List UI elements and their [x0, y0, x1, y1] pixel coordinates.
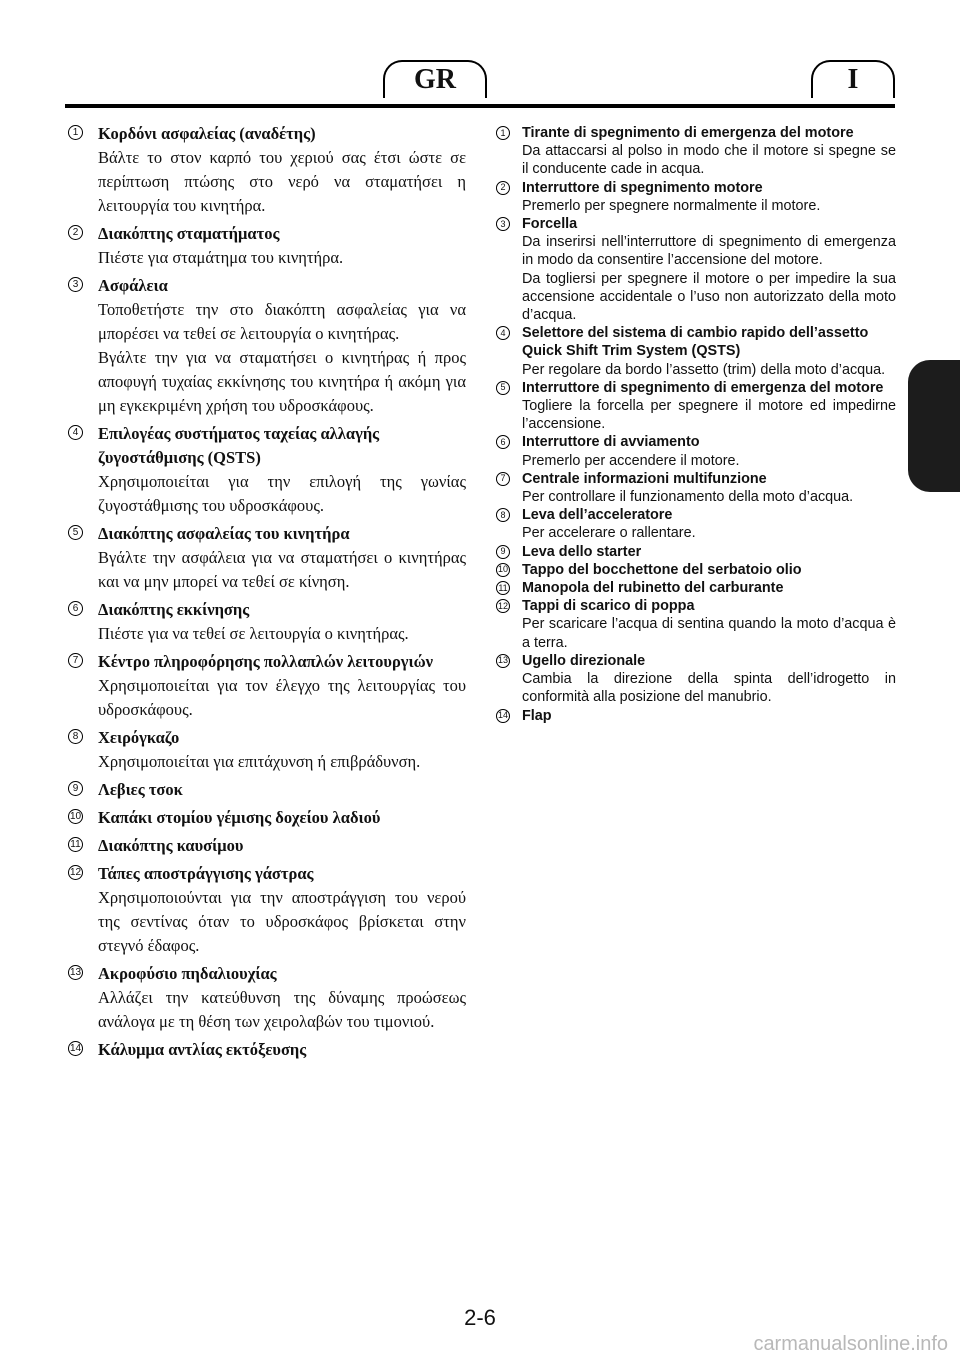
- list-item: [496, 506, 896, 542]
- item-number-badge: 1: [68, 125, 83, 140]
- list-item: [68, 122, 466, 218]
- list-item: [496, 707, 896, 725]
- description-paragraph: Πιέστε για σταμάτημα του κινητήρα.: [98, 248, 344, 267]
- item-number-badge: 11: [496, 581, 510, 595]
- list-item: [68, 422, 466, 518]
- item-number-badge: 4: [68, 425, 83, 440]
- list-item: [68, 222, 466, 270]
- item-description: [98, 674, 466, 722]
- item-description: [522, 197, 896, 215]
- description-paragraph: Cambia la direzione della spinta dell’idrogetto in conformità alla posizione del manubrio.: [522, 671, 896, 706]
- item-title: Leva dell’acceleratore: [522, 507, 673, 524]
- language-tabs: [383, 60, 895, 98]
- description-paragraph: Da togliersi per spegnere il motore o per impedire la sua accensione accidentale o l’uso non autorizzato della moto d’acqua.: [522, 270, 896, 324]
- item-description: [522, 615, 896, 651]
- list-item: [496, 470, 896, 506]
- item-description: [522, 361, 896, 379]
- item-title: Διακόπτης ασφαλείας του κινητήρα: [98, 524, 350, 543]
- description-paragraph: Χρησιμοποιούνται για την αποστράγγιση του νερού της σεντίνας όταν το υδροσκάφος βρίσκεται στην στεγνό έδαφος.: [98, 888, 466, 955]
- watermark: carmanualsonline.info: [753, 1333, 948, 1355]
- list-item: [68, 806, 466, 830]
- item-title: Κορδόνι ασφαλείας (αναδέτης): [98, 124, 316, 143]
- item-title: Tappi di scarico di poppa: [522, 598, 695, 615]
- item-description: [98, 986, 466, 1034]
- description-paragraph: Χρησιμοποιείται για τον έλεγχο της λειτουργίας του υδροσκάφους.: [98, 676, 466, 719]
- item-number-badge: 10: [68, 809, 83, 824]
- item-number-badge: 12: [68, 865, 83, 880]
- item-description: [98, 886, 466, 958]
- item-title: Κέντρο πληροφόρησης πολλαπλών λειτουργιών: [98, 652, 434, 671]
- header-rule: [65, 104, 895, 108]
- list-item: [496, 179, 896, 215]
- item-number-badge: 2: [68, 225, 83, 240]
- item-number-badge: 11: [68, 837, 83, 852]
- item-description: [98, 750, 466, 774]
- list-item: [496, 324, 896, 379]
- description-paragraph: Per controllare il funzionamento della moto d’acqua.: [522, 489, 854, 506]
- item-title: Ασφάλεια: [98, 276, 168, 295]
- item-number-badge: 12: [496, 599, 510, 613]
- item-number-badge: 3: [68, 277, 83, 292]
- list-item: [496, 579, 896, 597]
- list-item: [496, 433, 896, 469]
- item-description: [98, 298, 466, 418]
- list-item: [496, 652, 896, 707]
- item-number-badge: 3: [496, 217, 510, 231]
- item-title: Διακόπτης εκκίνησης: [98, 600, 250, 619]
- item-title: Καπάκι στομίου γέμισης δοχείου λαδιού: [98, 808, 381, 827]
- item-title: Tirante di spegnimento di emergenza del motore: [522, 125, 854, 141]
- item-description: [98, 622, 466, 646]
- description-paragraph: Αλλάζει την κατεύθυνση της δύναμης προώσεως ανάλογα με τη θέση των χειρολαβών του τιμονιού.: [98, 988, 466, 1031]
- language-tab-gr: GR: [383, 60, 487, 98]
- item-number-badge: 6: [68, 601, 83, 616]
- item-title: Διακόπτης σταματήματος: [98, 224, 280, 243]
- list-item: [68, 274, 466, 418]
- item-number-badge: 2: [496, 181, 510, 195]
- item-title: Επιλογέας συστήματος ταχείας αλλαγής ζυγοστάθμισης (QSTS): [98, 424, 380, 467]
- item-number-badge: 14: [496, 709, 510, 723]
- item-title: Interruttore di spegnimento motore: [522, 179, 763, 196]
- item-title: Λεβιες τσοκ: [98, 780, 183, 799]
- item-number-badge: 5: [496, 381, 510, 395]
- list-item: [496, 215, 896, 324]
- description-paragraph: Τοποθετήστε την στο διακόπτη ασφαλείας για να μπορέσει να τεθεί σε λειτουργία ο κινητήρας.: [98, 300, 466, 343]
- item-number-badge: 7: [68, 653, 83, 668]
- list-item: [496, 379, 896, 434]
- item-number-badge: 5: [68, 525, 83, 540]
- greek-column: [68, 122, 466, 1066]
- item-title: Διακόπτης καυσίμου: [98, 836, 244, 855]
- description-paragraph: Per accelerare o rallentare.: [522, 525, 696, 542]
- item-description: [98, 470, 466, 518]
- item-description: [522, 142, 896, 178]
- list-item: [68, 962, 466, 1034]
- item-number-badge: 10: [496, 563, 510, 577]
- description-paragraph: Χρησιμοποιείται για την επιλογή της γωνίας ζυγοστάθμισης του υδροσκάφους.: [98, 472, 466, 515]
- item-title: Τάπες αποστράγγισης γάστρας: [98, 864, 314, 883]
- item-title: Interruttore di avviamento: [522, 434, 700, 451]
- chapter-side-tab: [908, 360, 960, 492]
- description-paragraph: Βάλτε το στον καρπό του χεριού σας έτσι ώστε σε περίπτωση πτώσης στο νερό να σταματήσει η λειτουργία του κινητήρα.: [98, 148, 466, 215]
- description-paragraph: Πιέστε για να τεθεί σε λειτουργία ο κινητήρας.: [98, 624, 409, 643]
- list-item: [496, 124, 896, 179]
- list-item: [68, 778, 466, 802]
- description-paragraph: Premerlo per spegnere normalmente il motore.: [522, 197, 821, 214]
- item-number-badge: 14: [68, 1041, 83, 1056]
- list-item: [496, 561, 896, 579]
- list-item: [68, 834, 466, 858]
- description-paragraph: Premerlo per accendere il motore.: [522, 452, 740, 469]
- italian-column: [496, 124, 896, 725]
- item-description: [98, 246, 466, 270]
- list-item: [68, 726, 466, 774]
- list-item: [68, 1038, 466, 1062]
- item-number-badge: 13: [496, 654, 510, 668]
- list-item: [496, 597, 896, 652]
- list-item: [68, 650, 466, 722]
- item-title: Ακροφύσιο πηδαλιουχίας: [98, 964, 277, 983]
- item-title: Leva dello starter: [522, 543, 642, 560]
- item-description: [98, 146, 466, 218]
- item-number-badge: 13: [68, 965, 83, 980]
- item-title: Selettore del sistema di cambio rapido dell’assetto Quick Shift Trim System (QSTS): [522, 325, 869, 360]
- item-number-badge: 1: [496, 126, 510, 140]
- item-title: Centrale informazioni multifunzione: [522, 470, 767, 487]
- item-title: Κάλυμμα αντλίας εκτόξευσης: [98, 1040, 307, 1059]
- item-number-badge: 4: [496, 326, 510, 340]
- item-description: [522, 233, 896, 324]
- item-number-badge: 9: [496, 545, 510, 559]
- item-number-badge: 6: [496, 435, 510, 449]
- item-number-badge: 8: [496, 508, 510, 522]
- item-title: Forcella: [522, 216, 578, 233]
- description-paragraph: Da inserirsi nell’interruttore di spegnimento di emergenza in modo da consentire l’accensione del motore.: [522, 234, 896, 269]
- description-paragraph: Βγάλτε την για να σταματήσει ο κινητήρας ή προς αποφυγή τυχαίας εκκίνησης του κινητήρα ή ακόμη για μη εγκεκριμένη χρήση του υδροσκάφους.: [98, 348, 466, 415]
- item-title: Flap: [522, 707, 552, 724]
- description-paragraph: Da attaccarsi al polso in modo che il motore si spegne se il conducente cade in acqua.: [522, 143, 896, 178]
- item-title: Interruttore di spegnimento di emergenza del motore: [522, 379, 884, 396]
- list-item: [496, 543, 896, 561]
- item-number-badge: 9: [68, 781, 83, 796]
- description-paragraph: Βγάλτε την ασφάλεια για να σταματήσει ο κινητήρας και να μην μπορεί να τεθεί σε κίνηση.: [98, 548, 466, 591]
- item-title: Manopola del rubinetto del carburante: [522, 580, 784, 597]
- item-description: [98, 546, 466, 594]
- item-number-badge: 7: [496, 472, 510, 486]
- list-item: [68, 522, 466, 594]
- item-description: [522, 452, 896, 470]
- description-paragraph: Χρησιμοποιείται για επιτάχυνση ή επιβράδυνση.: [98, 752, 421, 771]
- page-number: 2-6: [464, 1305, 496, 1330]
- description-paragraph: Togliere la forcella per spegnere il motore ed impedirne l’accensione.: [522, 398, 896, 433]
- description-paragraph: Per scaricare l’acqua di sentina quando la moto d’acqua è a terra.: [522, 616, 896, 651]
- list-item: [68, 862, 466, 958]
- item-description: [522, 670, 896, 706]
- item-description: [522, 397, 896, 433]
- item-description: [522, 524, 896, 542]
- language-tab-i: I: [811, 60, 895, 98]
- item-title: Ugello direzionale: [522, 652, 646, 669]
- item-description: [522, 488, 896, 506]
- list-item: [68, 598, 466, 646]
- description-paragraph: Per regolare da bordo l’assetto (trim) della moto d’acqua.: [522, 361, 886, 378]
- item-title: Tappo del bocchettone del serbatoio olio: [522, 561, 802, 578]
- item-title: Χειρόγκαζο: [98, 728, 180, 747]
- item-number-badge: 8: [68, 729, 83, 744]
